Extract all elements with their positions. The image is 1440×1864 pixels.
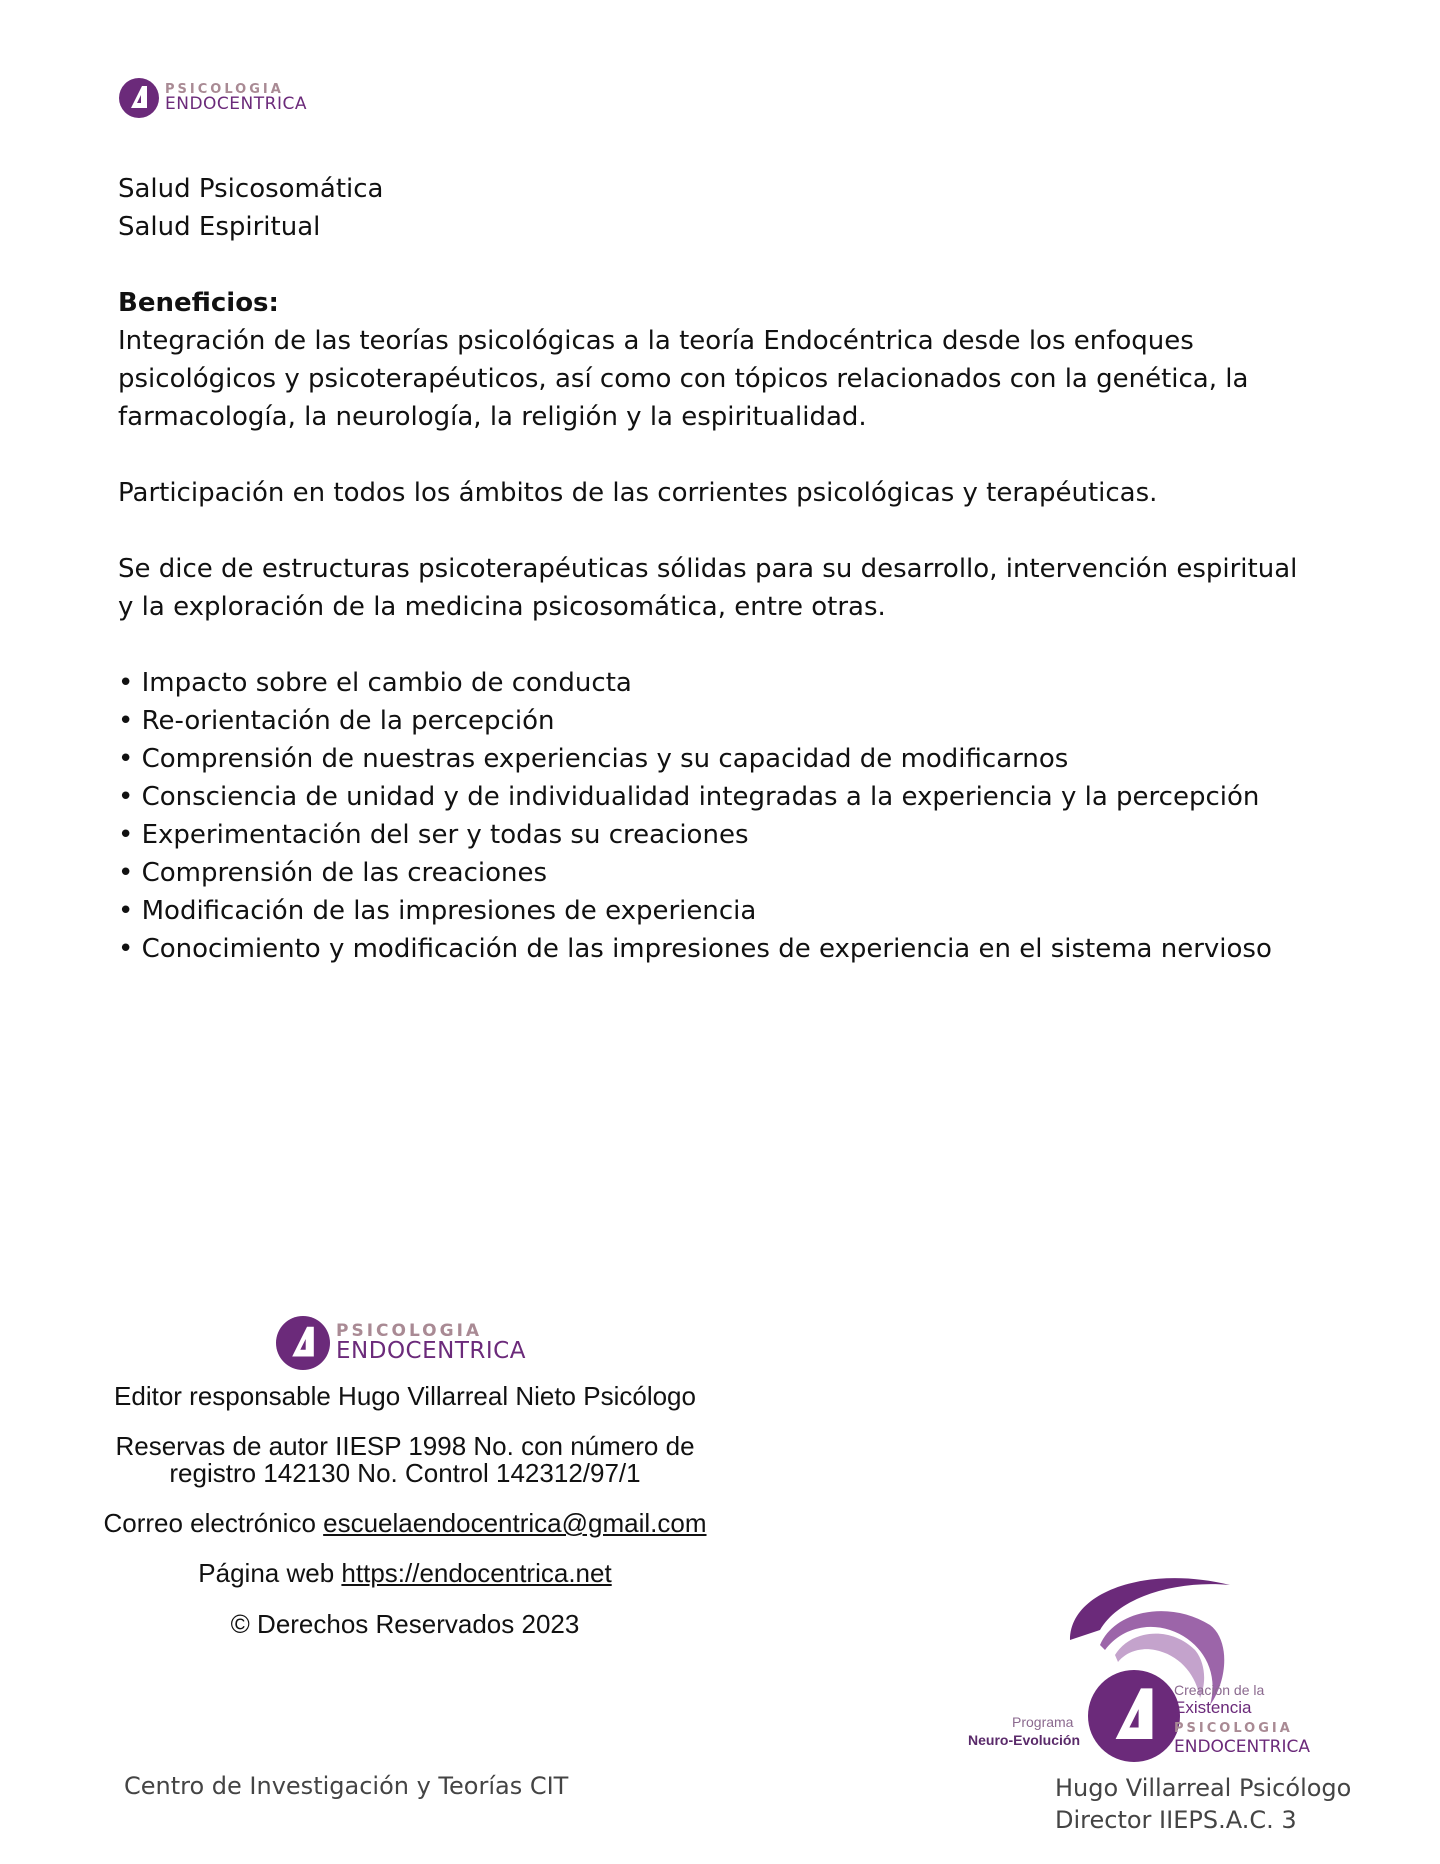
author-info <box>1055 1772 1351 1836</box>
logo-line-psicologia: PSICOLOGIA <box>336 1321 483 1341</box>
author-title: Director IIEPS.A.C. 3 <box>1055 1806 1297 1834</box>
psicologia-label: PSICOLOGIA <box>1174 1721 1293 1736</box>
endocentrica-logo-icon <box>119 78 159 118</box>
logo-text <box>165 83 307 113</box>
logo-line-psicologia: PSICOLOGIA <box>165 82 284 97</box>
neuro-evolucion-logo <box>960 1570 1340 1765</box>
neuro-evolucion-label: Neuro-Evolución <box>968 1732 1081 1748</box>
reservas-line: Reservas de autor IIESP 1998 No. con número de <box>115 1431 695 1461</box>
existencia-label: Existencia <box>1174 1698 1252 1717</box>
web-row <box>90 1560 720 1587</box>
list-item: • Impacto sobre el cambio de conducta <box>118 668 632 698</box>
list-item: • Consciencia de unidad y de individualidad integradas a la experiencia y la percepción <box>118 782 1260 812</box>
endocentrica-logo-icon <box>276 1316 330 1370</box>
paragraph-participacion: Participación en todos los ámbitos de las corrientes psicológicas y terapéuticas. <box>118 478 1158 508</box>
paragraph-line: psicológicos y psicoterapéuticos, así como con tópicos relacionados con la genética, la <box>118 364 1249 394</box>
list-item: • Comprensión de nuestras experiencias y su capacidad de modificarnos <box>118 744 1069 774</box>
text-line: Salud Espiritual <box>118 212 321 242</box>
paragraph-line: Se dice de estructuras psicoterapéuticas sólidas para su desarrollo, intervención espiritual <box>118 554 1298 584</box>
programa-label: Programa <box>1012 1714 1074 1730</box>
web-link[interactable]: https://endocentrica.net <box>341 1558 612 1588</box>
footer-logo <box>276 1316 526 1370</box>
list-item: • Experimentación del ser y todas su creaciones <box>118 820 749 850</box>
text-line: Salud Psicosomática <box>118 174 384 204</box>
copyright-text: © Derechos Reservados 2023 <box>230 1609 580 1639</box>
logo-text <box>336 1323 526 1363</box>
paragraph-line: y la exploración de la medicina psicosomática, entre otras. <box>118 592 886 622</box>
web-label: Página web <box>198 1558 335 1588</box>
email-link[interactable]: escuelaendocentrica@gmail.com <box>323 1508 707 1538</box>
centro-text: Centro de Investigación y Teorías CIT <box>124 1772 569 1800</box>
paragraph-line: Integración de las teorías psicológicas a la teoría Endocéntrica desde los enfoques <box>118 326 1194 356</box>
header-logo <box>119 78 307 118</box>
email-label: Correo electrónico <box>103 1508 316 1538</box>
paragraph-line: farmacología, la neurología, la religión y la espiritualidad. <box>118 402 867 432</box>
email-row <box>90 1510 720 1537</box>
main-content <box>118 170 1348 968</box>
reservas-text <box>90 1433 720 1487</box>
list-item: • Conocimiento y modificación de las impresiones de experiencia en el sistema nervioso <box>118 934 1272 964</box>
logo-line-endocentrica: ENDOCENTRICA <box>165 94 307 114</box>
benefits-heading: Beneficios: <box>118 288 279 318</box>
logo-line-endocentrica: ENDOCENTRICA <box>336 1338 526 1364</box>
editor-text: Editor responsable Hugo Villarreal Nieto Psicólogo <box>114 1381 696 1411</box>
list-item: • Comprensión de las creaciones <box>118 858 548 888</box>
list-item: • Modificación de las impresiones de experiencia <box>118 896 757 926</box>
reservas-line: registro 142130 No. Control 142312/97/1 <box>169 1458 641 1488</box>
benefits-list <box>118 664 1348 968</box>
author-name: Hugo Villarreal Psicólogo <box>1055 1774 1352 1802</box>
creacion-label: Creación de la <box>1174 1682 1265 1698</box>
endocentrica-label: ENDOCENTRICA <box>1174 1737 1310 1757</box>
endocentrica-logo-icon <box>1088 1670 1180 1762</box>
list-item: • Re-orientación de la percepción <box>118 706 555 736</box>
